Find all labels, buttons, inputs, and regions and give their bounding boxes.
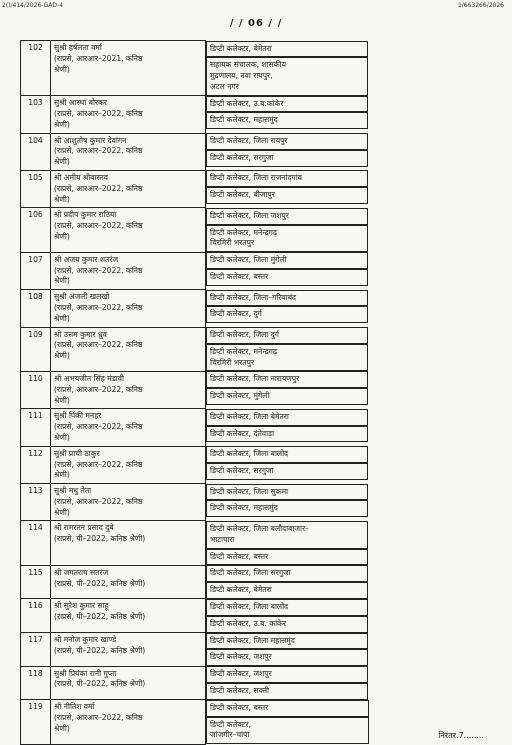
new-posting: डिप्टी कलेक्टर, दुर्ग xyxy=(206,306,368,323)
officer-name: सुश्री आस्था बोरकर xyxy=(54,98,108,108)
officer-cell xyxy=(51,208,206,252)
officer-service-detail: (राप्रसे, आरआर–2022, कनिष्ठ श्रेणी) xyxy=(54,221,143,241)
officer-cell xyxy=(51,484,206,521)
officer-service-detail: (राप्रसे, आरआर–2022, कनिष्ठ श्रेणी) xyxy=(54,496,143,517)
page-number: / / 06 / / xyxy=(229,18,283,29)
current-posting: डिप्टी कलेक्टर, जिला बालोद xyxy=(206,446,368,463)
officer-service-detail: (राप्रसे, आरआर–2022, कनिष्ठ श्रेणी) xyxy=(54,183,143,204)
serial-number: 117 xyxy=(21,633,51,667)
new-posting: डिप्टी कलेक्टर, सक्ती xyxy=(206,683,368,700)
officer-name: सुश्री हर्षलता वर्मा xyxy=(54,43,102,52)
officer-name: श्री रामरतन प्रसाद दुबे xyxy=(54,523,114,533)
new-posting: डिप्टी कलेक्टर, बीजापुर xyxy=(206,187,368,204)
officer-cell xyxy=(51,327,206,371)
serial-number: 115 xyxy=(21,565,51,599)
table-row xyxy=(21,521,507,565)
officer-cell xyxy=(51,170,206,207)
new-posting: डिप्टी कलेक्टर, सरगुजा xyxy=(206,463,368,480)
current-posting: डिप्टी कलेक्टर, जिला बेमेतरा xyxy=(206,409,368,426)
table-row xyxy=(21,666,507,700)
table-row xyxy=(21,565,507,599)
officer-service-detail: (राप्रसे, आरआर–2022, कनिष्ठ श्रेणी) xyxy=(54,340,143,361)
officer-name: श्री अभयजीत सिंह मंडावी xyxy=(54,373,124,383)
table-row xyxy=(21,208,507,252)
current-posting: डिप्टी कलेक्टर, जिला मुंगेली xyxy=(206,252,368,269)
current-posting: डिप्टी कलेक्टर, जिला नारायणपुर xyxy=(206,371,368,388)
officer-cell xyxy=(51,521,206,565)
table-row xyxy=(21,409,507,446)
current-posting: डिप्टी कलेक्टर, जिला महासमुंद xyxy=(206,633,368,650)
table-row xyxy=(21,170,507,207)
new-posting: डिप्टी कलेक्टर, सरगुजा xyxy=(206,150,368,167)
table-row xyxy=(21,96,507,133)
officer-service-detail: (राप्रसे, पी–2022, कनिष्ठ श्रेणी) xyxy=(54,534,146,544)
officer-name: श्री आशुतोष कुमार देवांगन xyxy=(54,135,127,145)
officer-name: सुश्री प्राची ठाकुर xyxy=(54,448,100,458)
officer-name: सुश्री अंजली खलखो xyxy=(54,292,110,302)
serial-number: 105 xyxy=(21,170,51,207)
officer-cell xyxy=(51,252,206,289)
continued-note: निरंतर.7........ xyxy=(438,731,484,740)
serial-number: 106 xyxy=(21,208,51,252)
new-posting: डिप्टी कलेक्टर, बस्तर xyxy=(206,269,368,286)
transfer-table xyxy=(20,40,507,745)
new-posting: डिप्टी कलेक्टर, जशपुर xyxy=(206,649,368,666)
new-posting: डिप्टी कलेक्टर, बस्तर xyxy=(206,549,368,566)
serial-number: 104 xyxy=(21,133,51,170)
officer-service-detail: (राप्रसे, आरआर–2022, कनिष्ठ श्रेणी) xyxy=(54,146,143,167)
table-row xyxy=(21,371,507,408)
current-posting: डिप्टी कलेक्टर, बस्तर xyxy=(206,700,369,717)
table-row xyxy=(21,446,507,483)
officer-cell xyxy=(51,599,206,633)
table-row xyxy=(21,252,507,289)
new-posting: डिप्टी कलेक्टर, बेमेतरा xyxy=(206,582,368,599)
table-row xyxy=(21,290,507,327)
officer-service-detail: (राप्रसे, आरआर–2022, कनिष्ठ श्रेणी) xyxy=(54,108,143,129)
current-posting: डिप्टी कलेक्टर, जिला सुकमा xyxy=(206,484,368,501)
serial-number: 114 xyxy=(21,521,51,565)
current-posting: डिप्टी कलेक्टर, जिला रायपुर xyxy=(206,133,368,150)
officer-name: श्री उत्तम कुमार ध्रुव xyxy=(54,329,107,339)
header-reference-right: 1/663266/2026 xyxy=(457,2,504,9)
current-posting: डिप्टी कलेक्टर, जिला बलौदाबाजार– भाटापारा xyxy=(206,521,368,549)
serial-number: 103 xyxy=(21,96,51,133)
officer-service-detail: (राप्रसे, पी–2022, कनिष्ठ श्रेणी) xyxy=(54,612,146,622)
current-posting: डिप्टी कलेक्टर, जिला दुर्ग xyxy=(206,327,368,344)
current-posting: डिप्टी कलेक्टर, जिला जशपुर xyxy=(206,208,368,225)
officer-cell xyxy=(51,700,206,744)
serial-number: 111 xyxy=(21,409,51,446)
new-posting: सहायक संचालक, शासकीय मुद्रणालय, नवा रायपुर, अटल नगर xyxy=(206,57,368,95)
new-posting: डिप्टी कलेक्टर, महासमुंद xyxy=(206,112,368,129)
serial-number: 118 xyxy=(21,666,51,700)
serial-number: 112 xyxy=(21,446,51,483)
serial-number: 108 xyxy=(21,290,51,327)
officer-name: सुश्री पिंकी मनहर xyxy=(54,411,102,421)
serial-number: 107 xyxy=(21,252,51,289)
current-posting: डिप्टी कलेक्टर, बेमेतरा xyxy=(206,41,368,58)
officer-service-detail: (राप्रसे, आरआर–2022, कनिष्ठ श्रेणी) xyxy=(54,422,143,442)
table-row xyxy=(21,484,507,521)
serial-number: 116 xyxy=(21,599,51,633)
officer-cell xyxy=(51,666,206,700)
table-row xyxy=(21,327,507,371)
table-row xyxy=(21,599,507,633)
officer-name: श्री मनोज कुमार खाण्डे xyxy=(54,635,117,645)
current-posting: डिप्टी कलेक्टर, जिला–गरियाबंद xyxy=(206,290,368,307)
table-row xyxy=(21,700,507,744)
new-posting: डिप्टी कलेक्टर, उ.ब. कांकेर xyxy=(206,616,368,633)
officer-service-detail: (राप्रसे, आरआर–2022, कनिष्ठ श्रेणी) xyxy=(54,302,143,323)
officer-service-detail: (राप्रसे, पी–2022, कनिष्ठ श्रेणी) xyxy=(54,578,146,588)
officer-name: सुश्री मधु तेता xyxy=(54,486,92,496)
officer-cell xyxy=(51,633,206,667)
officer-service-detail: (राप्रसे, आरआर–2022, कनिष्ठ श्रेणी) xyxy=(54,265,143,286)
serial-number: 109 xyxy=(21,327,51,371)
officer-service-detail: (राप्रसे, आरआर–2021, कनिष्ठ श्रेणी) xyxy=(54,53,143,74)
new-posting: डिप्टी कलेक्टर, मनेन्द्रगढ़ चिरमिरी भरतपुर xyxy=(206,225,368,253)
officer-name: श्री अमीय श्रीवास्तव xyxy=(54,172,108,182)
current-posting: डिप्टी कलेक्टर, जिला सरगुजा xyxy=(206,565,368,582)
officer-name: श्री प्रदीप कुमार राठिया xyxy=(54,210,117,220)
officer-cell xyxy=(51,565,206,599)
officer-name: श्री सुरेश कुमार साहू xyxy=(54,601,109,611)
serial-number: 102 xyxy=(21,41,51,96)
current-posting: डिप्टी कलेक्टर, जिला राजनांदगांव xyxy=(206,170,368,187)
new-posting: डिप्टी कलेक्टर, मुंगेली xyxy=(206,388,368,405)
officer-cell xyxy=(51,371,206,408)
officer-cell xyxy=(51,409,206,446)
serial-number: 110 xyxy=(21,371,51,408)
header-reference-left: 2()/414/2026-GAD-4 xyxy=(2,2,64,9)
officer-name: श्री नीतिश वर्मा xyxy=(54,702,95,712)
officer-cell xyxy=(51,41,206,96)
officer-service-detail: (राप्रसे, आरआर–2022, कनिष्ठ श्रेणी) xyxy=(54,459,143,480)
new-posting: डिप्टी कलेक्टर, मनेन्द्रगढ़ चिरमिरी भरतपुर xyxy=(206,344,368,372)
officer-name: सुश्री प्रियंका रानी गुप्ता xyxy=(54,668,117,678)
officer-cell xyxy=(51,133,206,170)
officer-service-detail: (राप्रसे, आरआर–2022, कनिष्ठ श्रेणी) xyxy=(54,713,143,733)
officer-service-detail: (राप्रसे, पी–2022, कनिष्ठ श्रेणी) xyxy=(54,645,146,655)
serial-number: 119 xyxy=(21,700,51,744)
officer-service-detail: (राप्रसे, आरआर–2022, कनिष्ठ श्रेणी) xyxy=(54,384,143,405)
table-row xyxy=(21,133,507,170)
current-posting: डिप्टी कलेक्टर, उ.ब.कांकेर xyxy=(206,96,368,113)
new-posting: डिप्टी कलेक्टर, जांजगीर–चांपा xyxy=(206,717,369,745)
officer-service-detail: (राप्रसे, पी–2022, कनिष्ठ श्रेणी) xyxy=(54,679,146,689)
table-row xyxy=(21,633,507,667)
table-row xyxy=(21,41,507,96)
new-posting: डिप्टी कलेक्टर, महासमुंद xyxy=(206,500,368,517)
officer-cell xyxy=(51,290,206,327)
officer-cell xyxy=(51,446,206,483)
officer-cell xyxy=(51,96,206,133)
current-posting: डिप्टी कलेक्टर, जशपुर xyxy=(206,666,368,683)
new-posting: डिप्टी कलेक्टर, दंतेवाड़ा xyxy=(206,426,368,443)
officer-name: श्री जगतराम सतरंज xyxy=(54,567,109,577)
current-posting: डिप्टी कलेक्टर, जिला बालोद xyxy=(206,599,368,616)
serial-number: 113 xyxy=(21,484,51,521)
officer-name: श्री अजय कुमार शतरंज xyxy=(54,254,119,264)
